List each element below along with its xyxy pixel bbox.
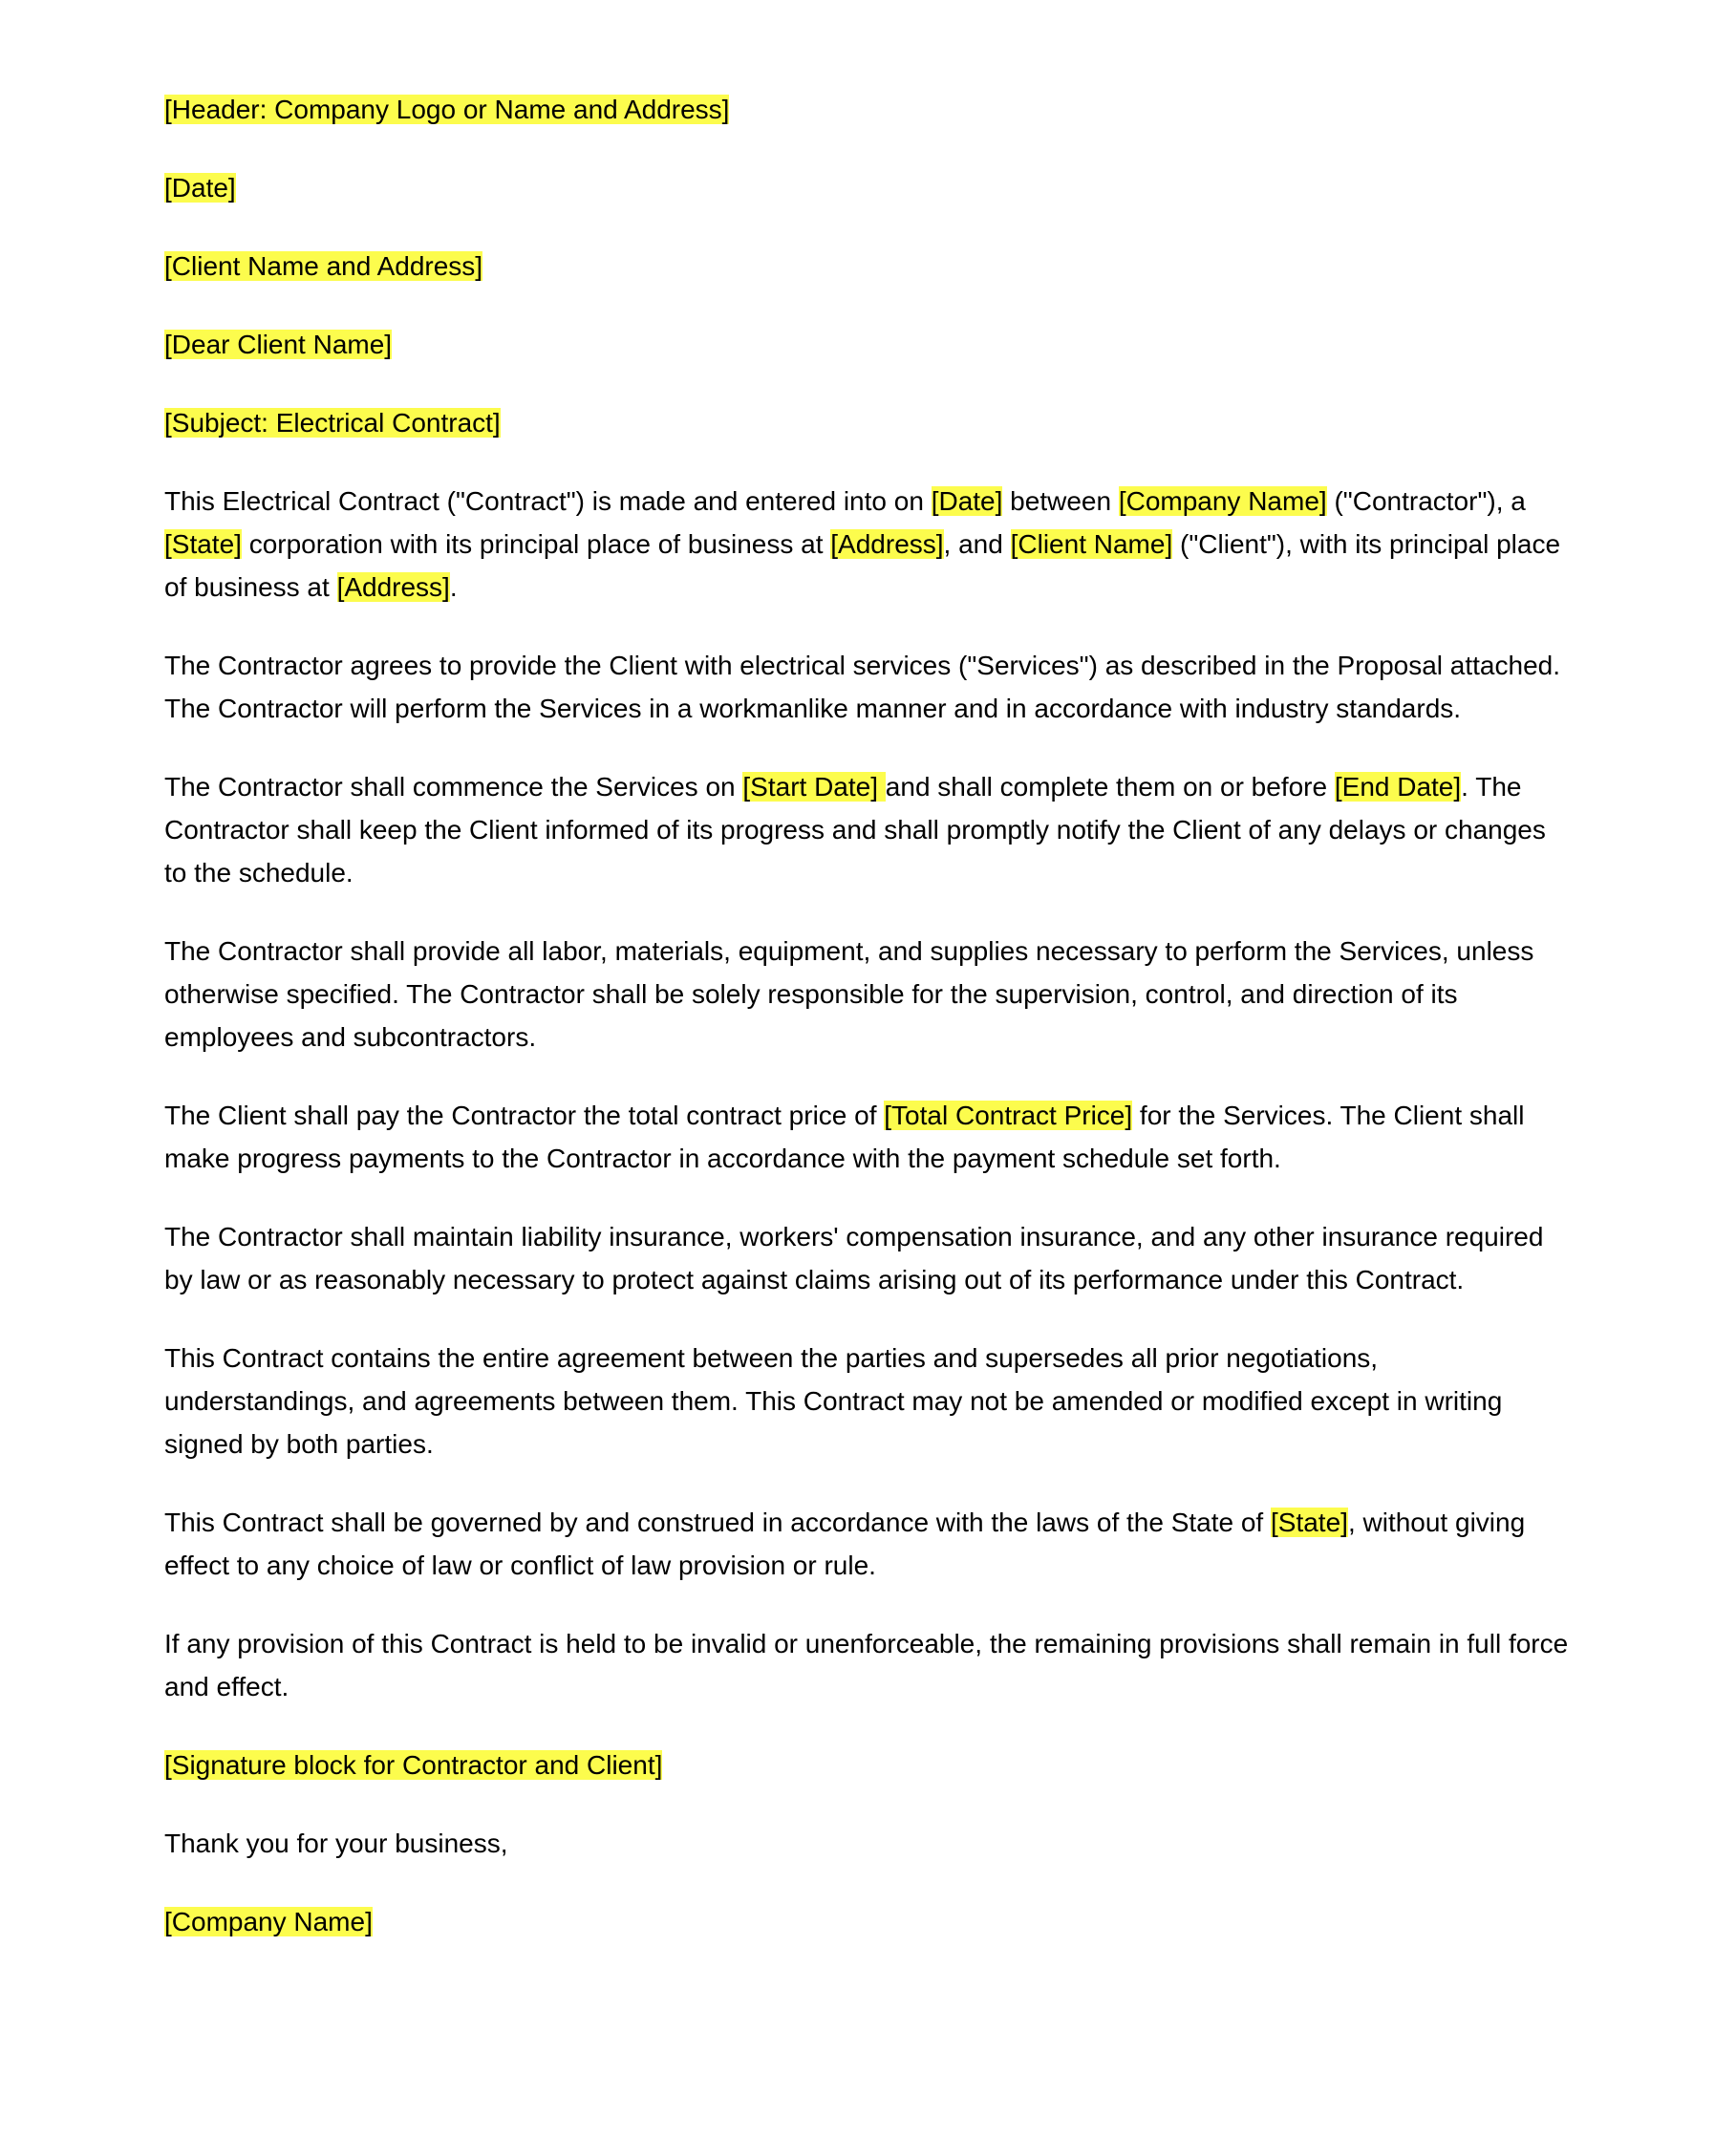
highlighted-placeholder: [Subject: Electrical Contract]	[164, 408, 501, 438]
text-run: .	[449, 572, 458, 602]
paragraph	[164, 323, 1572, 366]
text-run: The Contractor shall commence the Services on	[164, 772, 743, 802]
paragraph	[164, 1337, 1572, 1465]
paragraph	[164, 930, 1572, 1059]
paragraph	[164, 1215, 1572, 1301]
paragraph	[164, 166, 1572, 209]
highlighted-placeholder: [Company Name]	[1118, 486, 1327, 516]
text-run: ("Client"), with its principal place of business at	[164, 529, 1561, 602]
paragraph	[164, 1501, 1572, 1587]
paragraph	[164, 1094, 1572, 1180]
text-run: The Contractor agrees to provide the Client with electrical services ("Services") as described in the Proposal attached. The Contractor will perform the Services in a workmanlike manner and in accordance with industry standards.	[164, 651, 1561, 723]
paragraph	[164, 401, 1572, 444]
text-run: between	[1002, 486, 1119, 516]
paragraph	[164, 644, 1572, 730]
text-run: This Contract contains the entire agreement between the parties and supersedes all prior negotiations, understandings, and agreements between them. This Contract may not be amended or modified except in writing signed by both parties.	[164, 1343, 1503, 1459]
highlighted-placeholder: [Total Contract Price]	[884, 1101, 1133, 1130]
text-run: This Electrical Contract ("Contract") is made and entered into on	[164, 486, 932, 516]
text-run: and shall complete them on or before	[885, 772, 1335, 802]
text-run: This Contract shall be governed by and construed in accordance with the laws of the State of	[164, 1508, 1271, 1537]
highlighted-placeholder: [Company Name]	[164, 1907, 373, 1936]
highlighted-placeholder: [Client Name]	[1010, 529, 1173, 559]
text-run: The Contractor shall maintain liability insurance, workers' compensation insurance, and any other insurance required by law or as reasonably necessary to protect against claims arising out of its performance under this Contract.	[164, 1222, 1544, 1294]
highlighted-placeholder: [Signature block for Contractor and Client]	[164, 1750, 663, 1780]
paragraph	[164, 1900, 1572, 1943]
text-run: , and	[943, 529, 1011, 559]
paragraph	[164, 1822, 1572, 1865]
text-run: ("Contractor"), a	[1326, 486, 1526, 516]
paragraph	[164, 765, 1572, 894]
highlighted-placeholder: [Date]	[164, 173, 236, 203]
text-run: , without giving effect to any choice of law or conflict of law provision or rule.	[164, 1508, 1526, 1580]
highlighted-placeholder: [Start Date]	[742, 772, 886, 802]
paragraph	[164, 1743, 1572, 1786]
text-run: If any provision of this Contract is held to be invalid or unenforceable, the remaining provisions shall remain in full force and effect.	[164, 1629, 1569, 1701]
paragraph	[164, 1622, 1572, 1708]
highlighted-placeholder: [Address]	[830, 529, 944, 559]
text-run: for the Services. The Client shall make progress payments to the Contractor in accordance with the payment schedule set forth.	[164, 1101, 1525, 1173]
paragraph	[164, 88, 1572, 131]
highlighted-placeholder: [Client Name and Address]	[164, 251, 483, 281]
highlighted-placeholder: [Date]	[931, 486, 1003, 516]
highlighted-placeholder: [State]	[164, 529, 242, 559]
highlighted-placeholder: [Header: Company Logo or Name and Address]	[164, 95, 730, 124]
paragraph	[164, 480, 1572, 609]
paragraph	[164, 245, 1572, 288]
highlighted-placeholder: [Address]	[336, 572, 450, 602]
highlighted-placeholder: [End Date]	[1334, 772, 1462, 802]
text-run: corporation with its principal place of business at	[241, 529, 831, 559]
text-run: The Client shall pay the Contractor the total contract price of	[164, 1101, 885, 1130]
text-run: . The Contractor shall keep the Client informed of its progress and shall promptly notify the Client of any delays or changes to the schedule.	[164, 772, 1546, 888]
highlighted-placeholder: [Dear Client Name]	[164, 330, 393, 359]
text-run: The Contractor shall provide all labor, materials, equipment, and supplies necessary to perform the Services, unless otherwise specified. The Contractor shall be solely responsible for the supervision, control, and direction of its employees and subcontractors.	[164, 936, 1534, 1052]
highlighted-placeholder: [State]	[1271, 1508, 1348, 1537]
text-run: Thank you for your business,	[164, 1829, 508, 1858]
